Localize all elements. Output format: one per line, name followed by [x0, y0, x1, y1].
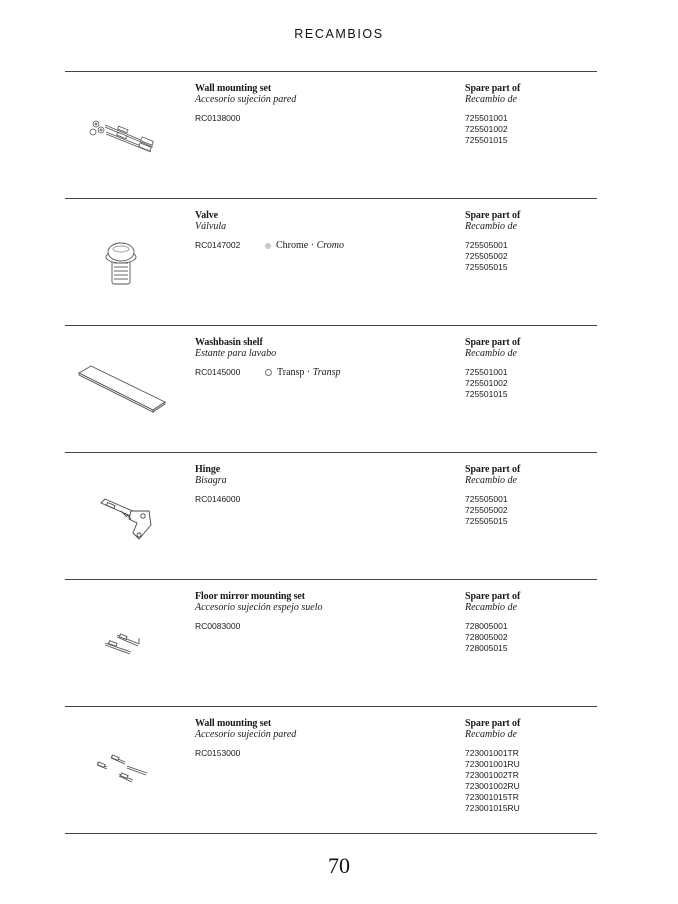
spare-part-of-label: Spare part of: [465, 464, 521, 475]
part-code: RC0147002: [195, 240, 241, 250]
spare-part-list: [465, 621, 597, 654]
part-title-en: Valve: [195, 210, 219, 221]
wall-mounting-screws-icon: [65, 707, 185, 833]
spare-part-code: 723001002TR: [465, 770, 519, 780]
recambio-de-label: Recambio de: [465, 221, 517, 232]
spare-part-code: 723001002RU: [465, 781, 520, 791]
spare-part-code: 723001001RU: [465, 759, 520, 769]
finish-es: Transp: [312, 367, 341, 378]
finish-separator: ·: [304, 367, 313, 378]
spare-part-code: 725501001: [465, 113, 508, 123]
recambio-de-label: Recambio de: [465, 602, 517, 613]
list-item: [65, 452, 597, 579]
spare-part-code: 725501015: [465, 135, 508, 145]
spare-part-list: [465, 748, 597, 814]
spare-part-code: 723001001TR: [465, 748, 519, 758]
part-title-es: Bisagra: [195, 475, 227, 486]
spare-part-list: [465, 240, 597, 273]
spare-part-of-label: Spare part of: [465, 591, 521, 602]
part-title-es: Accesorio sujeción espejo suelo: [195, 602, 323, 613]
spare-part-code: 725501001: [465, 367, 508, 377]
part-title-en: Wall mounting set: [195, 83, 272, 94]
list-item: [65, 325, 597, 452]
list-item: [65, 71, 597, 198]
recambio-de-label: Recambio de: [465, 348, 517, 359]
part-title-en: Hinge: [195, 464, 221, 475]
recambio-de-label: Recambio de: [465, 475, 517, 486]
finish-label: [265, 240, 344, 251]
spare-part-code: 725505002: [465, 251, 508, 261]
part-title-en: Wall mounting set: [195, 718, 272, 729]
spare-part-code: 728005001: [465, 621, 508, 631]
wall-mounting-screws-icon: [65, 72, 185, 198]
part-code: RC0146000: [195, 494, 241, 504]
spare-part-of-label: Spare part of: [465, 718, 521, 729]
finish-en: Transp: [277, 367, 305, 378]
spare-part-list: [465, 494, 597, 527]
spare-part-code: 725505002: [465, 505, 508, 515]
spare-part-list: [465, 113, 597, 146]
list-item: [65, 706, 597, 834]
spare-part-code: 728005015: [465, 643, 508, 653]
spare-part-code: 725501002: [465, 124, 508, 134]
finish-es: Cromo: [316, 240, 344, 251]
part-title-es: Accesorio sujeción pared: [195, 94, 297, 105]
spare-part-code: 725501015: [465, 389, 508, 399]
spare-part-code: 725505015: [465, 262, 508, 272]
transparent-swatch-icon: [265, 369, 272, 376]
part-code: RC0138000: [195, 113, 241, 123]
part-code: RC0153000: [195, 748, 241, 758]
spare-part-of-label: Spare part of: [465, 210, 521, 221]
chrome-swatch-icon: [265, 243, 271, 249]
list-item: [65, 198, 597, 325]
part-title-es: Válvula: [195, 221, 227, 232]
recambio-de-label: Recambio de: [465, 94, 517, 105]
spare-part-list: [465, 367, 597, 400]
spare-part-code: 725505001: [465, 240, 508, 250]
valve-icon: [65, 199, 185, 325]
spare-part-of-label: Spare part of: [465, 337, 521, 348]
recambio-de-label: Recambio de: [465, 729, 517, 740]
floor-mirror-screws-icon: [65, 580, 185, 706]
page-header: RECAMBIOS: [294, 27, 384, 41]
page-number: 70: [328, 853, 350, 878]
finish-label: [265, 367, 341, 378]
spare-part-code: 728005002: [465, 632, 508, 642]
spare-parts-list: [65, 71, 597, 834]
part-title-es: Accesorio sujeción pared: [195, 729, 297, 740]
list-item: [65, 579, 597, 706]
part-code: RC0083000: [195, 621, 241, 631]
spare-part-code: 725501002: [465, 378, 508, 388]
spare-part-code: 723001015RU: [465, 803, 520, 813]
spare-part-of-label: Spare part of: [465, 83, 521, 94]
part-title-es: Estante para lavabo: [195, 348, 277, 359]
spare-part-code: 723001015TR: [465, 792, 519, 802]
shelf-icon: [65, 326, 185, 452]
part-code: RC0145000: [195, 367, 241, 377]
part-title-en: Floor mirror mounting set: [195, 591, 305, 602]
finish-en: Chrome: [276, 240, 309, 251]
hinge-icon: [65, 453, 185, 579]
spare-part-code: 725505015: [465, 516, 508, 526]
finish-separator: ·: [308, 240, 317, 251]
part-title-en: Washbasin shelf: [195, 337, 263, 348]
spare-part-code: 725505001: [465, 494, 508, 504]
